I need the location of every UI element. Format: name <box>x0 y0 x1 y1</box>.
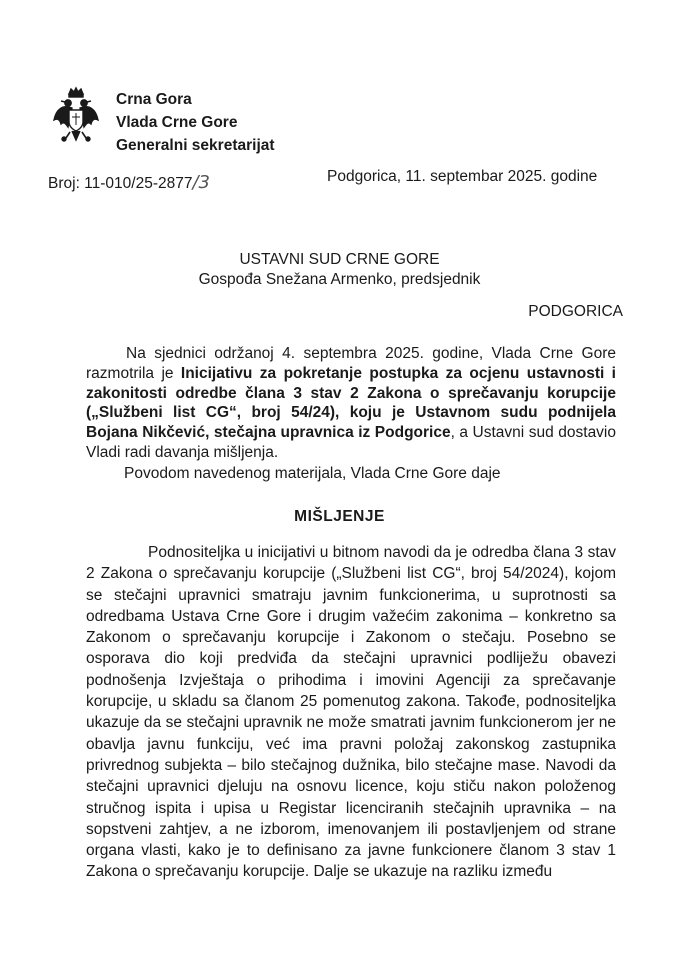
reference-number-text: Broj: 11-010/25-2877 <box>48 175 193 192</box>
intro-paragraph <box>86 344 616 463</box>
handwritten-suffix: /3 <box>192 172 211 193</box>
issuer-government: Vlada Crne Gore <box>116 114 238 131</box>
recipient-city: PODGORICA <box>528 303 623 320</box>
issuer-department: Generalni sekretarijat <box>116 137 275 154</box>
opinion-paragraph: Podnositeljka u inicijativi u bitnom navodi da je odredba člana 3 stav 2 Zakona o sprečavanju korupcije („Službeni list CG“, broj 54/2024), kojom se stečajni upravnici smatraju javnim funkcionerima, u suprotnosti sa odredbama Ustava Crne Gore i drugim važećim zakonima – konkretno sa Zakonom o sprečavanju korupcije i Zakonom o stečaju. Posebno se osporava dio koji predviđa da stečajni upravnici podliježu obavezi podnošenja Izvještaja o prihodima i imovini Agenciji za sprečavanje korupcije, u skladu sa članom 25 pomenutog zakona. Takođe, podnositeljka ukazuje da se stečajni upravnik ne može smatrati javnim funkcionerom jer ne obavlja javnu funkciju, već ima pravni položaj zakonskog zastupnika privrednog subjekta – bilo stečajnog dužnika, bilo stečajne mase. Navodi da stečajni upravnici djeluju na osnovu licence, koju stiču nakon položenog stručnog ispita i upisa u Registar licenciranih stečajnih upravnika – na sopstveni zahtjev, a ne izborom, imenovanjem ili postavljenjem od strane organa vlasti, kako je to definisano za javne funkcionere članom 3 stav 1 Zakona o sprečavanju korupcije. Dalje se ukazuje na razliku između <box>86 544 616 881</box>
montenegro-coat-of-arms-icon <box>52 86 100 150</box>
intro-text-a: Na sjednici održanoj 4. septembra 2025. godine, Vlada Crne Gore razmotrila je <box>86 345 616 382</box>
section-heading: MIŠLJENJE <box>294 508 385 525</box>
recipient-person: Gospođa Snežana Armenko, predsjednik <box>198 271 481 288</box>
recipient-institution: USTAVNI SUD CRNE GORE <box>239 251 440 268</box>
intro-text-c: , a Ustavni sud dostavio Vladi radi davanja mišljenja. <box>86 424 616 461</box>
issuer-country: Crna Gora <box>116 91 192 108</box>
lead-in-paragraph: Povodom navedenog materijala, Vlada Crne Gore daje <box>124 465 501 482</box>
issuer-block <box>116 88 275 157</box>
reference-number <box>48 172 210 193</box>
initiative-title: Inicijativu za pokretanje postupka za ocjenu ustavnosti i zakonitosti odredbe člana 3 stav 2 Zakona o sprečavanju korupcije („Službeni list CG“, broj 54/24), koju je Ustavnom sudu podnijela Bojana Nikčević, stečajna upravnica iz Podgorice <box>86 364 616 442</box>
document-date: Podgorica, 11. septembar 2025. godine <box>327 168 598 185</box>
